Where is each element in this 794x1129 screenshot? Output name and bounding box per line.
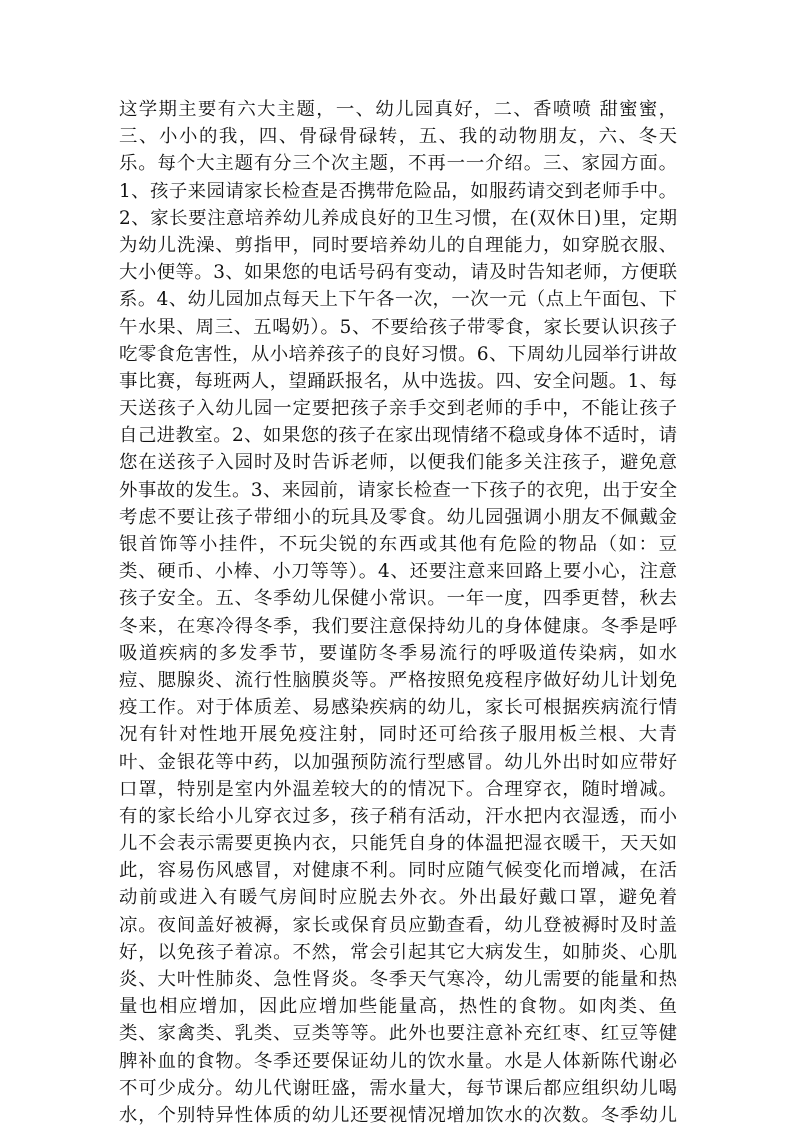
text-line: 动前或进入有暖气房间时应脱去外衣。外出最好戴口罩，避免着 [119,887,677,909]
text-line: 类、硬币、小棒、小刀等等）。4、还要注意来回路上要小心，注意 [119,561,677,583]
text-line: 银首饰等小挂件，不玩尖锐的东西或其他有危险的物品（如：豆 [119,534,677,555]
text-line: 类、家禽类、乳类、豆类等等。此外也要注意补充红枣、红豆等健 [119,1023,677,1045]
text-line: 有的家长给小儿穿衣过多，孩子稍有活动，汗水把内衣湿透，而小 [119,805,677,827]
text-line: 脾补血的食物。冬季还要保证幼儿的饮水量。水是人体新陈代谢必 [119,1050,677,1072]
text-line: 考虑不要让孩子带细小的玩具及零食。幼儿园强调小朋友不佩戴金 [119,506,677,528]
text-line: 儿不会表示需要更换内衣，只能凭自身的体温把湿衣暖干，天天如 [119,833,677,855]
text-line: 冬来，在寒冷得冬季，我们要注意保持幼儿的身体健康。冬季是呼 [119,615,677,637]
text-line: 天送孩子入幼儿园一定要把孩子亲手交到老师的手中，不能让孩子 [119,398,677,420]
text-line: 您在送孩子入园时及时告诉老师，以便我们能多关注孩子，避免意 [119,452,677,474]
text-line: 系。4、幼儿园加点每天上下午各一次，一次一元（点上午面包、下 [119,289,677,311]
text-line: 为幼儿洗澡、剪指甲，同时要培养幼儿的自理能力，如穿脱衣服、 [119,234,677,256]
text-line: 痘、腮腺炎、流行性脑膜炎等。严格按照免疫程序做好幼儿计划免 [119,669,677,691]
text-line: 乐。每个大主题有分三个次主题，不再一一介绍。三、家园方面。 [119,153,677,175]
text-line: 自己进教室。2、如果您的孩子在家出现情绪不稳或身体不适时，请 [119,425,677,447]
text-line: 吃零食危害性，从小培养孩子的良好习惯。6、下周幼儿园举行讲故 [119,343,677,365]
document-body [119,96,677,1129]
text-line: 2、家长要注意培养幼儿养成良好的卫生习惯，在(双休日)里，定期 [119,207,677,229]
text-line: 这学期主要有六大主题，一、幼儿园真好，二、香喷喷 甜蜜蜜， [119,99,677,120]
text-line: 大小便等。3、如果您的电话号码有变动，请及时告知老师，方便联 [119,262,677,284]
text-line: 叶、金银花等中药，以加强预防流行型感冒。幼儿外出时如应带好 [119,751,677,773]
text-line: 此，容易伤风感冒，对健康不利。同时应随气候变化而增减，在活 [119,860,677,882]
text-line: 况有针对性地开展免疫注射，同时还可给孩子服用板兰根、大青 [119,724,677,746]
text-line: 吸道疾病的多发季节，要谨防冬季易流行的呼吸道传染病，如水 [119,642,677,664]
text-line: 口罩，特别是室内外温差较大的的情况下。合理穿衣，随时增减。 [119,778,677,800]
text-line: 凉。夜间盖好被褥，家长或保育员应勤查看，幼儿登被褥时及时盖 [119,914,677,936]
text-line: 三、小小的我，四、骨碌骨碌转，五、我的动物朋友，六、冬天 [119,126,677,148]
text-line: 好，以免孩子着凉。不然，常会引起其它大病发生，如肺炎、心肌 [119,941,677,963]
text-line: 1、孩子来园请家长检查是否携带危险品，如服药请交到老师手中。 [119,180,677,202]
text-line: 水，个别特异性体质的幼儿还要视情况增加饮水的次数。冬季幼儿 [119,1104,677,1126]
text-line: 孩子安全。五、冬季幼儿保健小常识。一年一度，四季更替，秋去 [119,588,677,610]
text-line: 炎、大叶性肺炎、急性肾炎。冬季天气寒冷，幼儿需要的能量和热 [119,969,677,990]
text-line: 量也相应增加，因此应增加些能量高，热性的食物。如肉类、鱼 [119,996,677,1018]
text-line: 外事故的发生。3、来园前，请家长检查一下孩子的衣兜，出于安全 [119,479,677,501]
text-line: 午水果、周三、五喝奶）。5、不要给孩子带零食，家长要认识孩子 [119,316,677,338]
text-line: 不可少成分。幼儿代谢旺盛，需水量大，每节课后都应组织幼儿喝 [119,1077,677,1099]
text-line: 疫工作。对于体质差、易感染疾病的幼儿，家长可根据疾病流行情 [119,697,677,719]
text-line: 事比赛，每班两人，望踊跃报名，从中选拔。四、安全问题。1、每 [119,370,677,392]
